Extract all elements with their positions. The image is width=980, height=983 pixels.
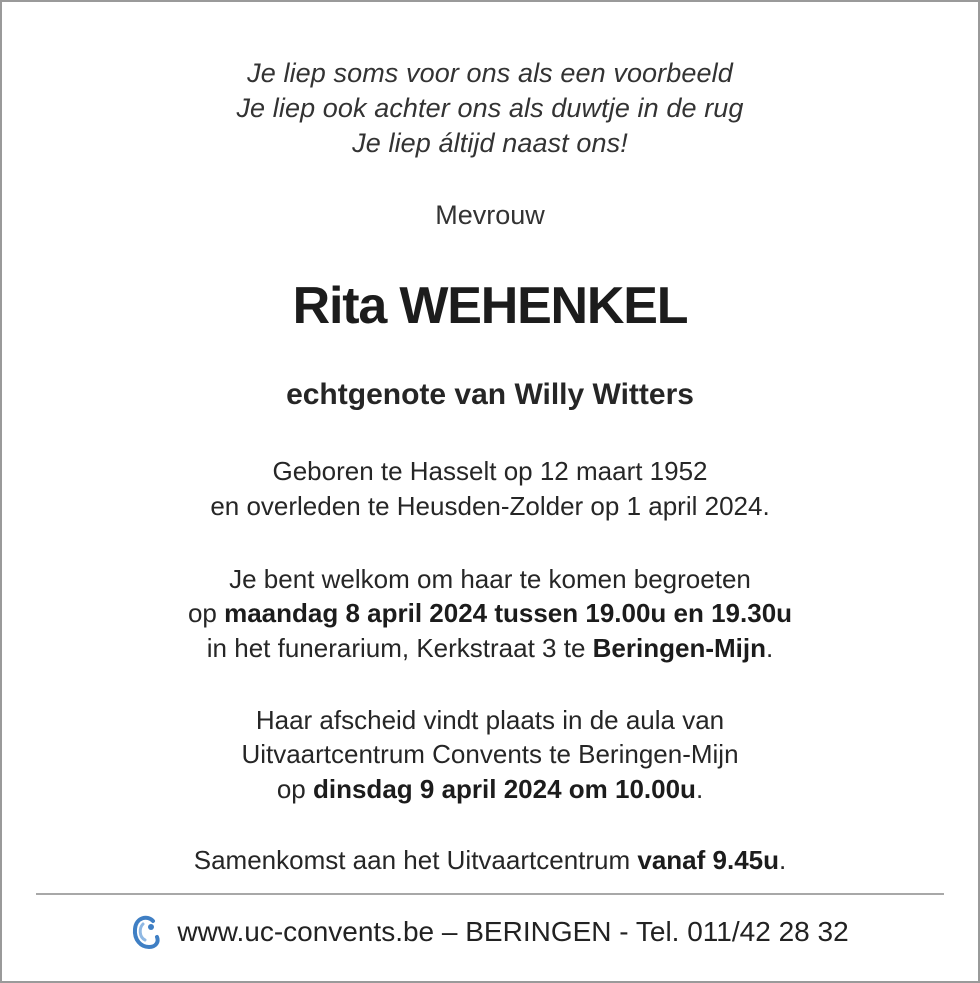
death-line: en overleden te Heusden-Zolder op 1 april 2024.	[210, 491, 770, 521]
visitation-place-prefix: in het funerarium, Kerkstraat 3 te	[206, 633, 593, 663]
visitation-line-1: Je bent welkom om haar te komen begroeten	[229, 564, 751, 594]
uc-convents-logo-icon	[131, 912, 161, 952]
footer-contact-text: www.uc-convents.be – BERINGEN - Tel. 011/42 28 32	[177, 916, 849, 947]
visitation-place-suffix: .	[765, 633, 774, 663]
poem-line-2: Je liep ook achter ons als duwtje in de rug	[236, 93, 744, 123]
farewell-line-2: Uitvaartcentrum Convents te Beringen-Mijn	[241, 739, 739, 769]
farewell-date-prefix: op	[276, 774, 313, 804]
poem-line-1: Je liep soms voor ons als een voorbeeld	[247, 58, 733, 88]
farewell-line-1: Haar afscheid vindt plaats in de aula van	[255, 705, 725, 735]
visitation-date-prefix: op	[187, 598, 225, 628]
birth-line: Geboren te Hasselt op 12 maart 1952	[272, 456, 708, 486]
visitation-date: maandag 8 april 2024 tussen 19.00u en 19.30u	[224, 598, 793, 628]
visitation-place: Beringen-Mijn	[592, 633, 766, 663]
gathering-prefix: Samenkomst aan het Uitvaartcentrum	[193, 845, 638, 875]
gathering-time: vanaf 9.45u	[637, 845, 780, 875]
farewell-date: dinsdag 9 april 2024 om 10.00u	[312, 774, 696, 804]
farewell-date-suffix: .	[695, 774, 704, 804]
footer-divider	[36, 893, 944, 895]
visitation-line-3	[2, 633, 978, 664]
gathering-suffix: .	[779, 845, 787, 875]
poem-line-3: Je liep áltijd naast ons!	[352, 128, 628, 158]
gathering-line	[2, 845, 978, 876]
footer	[2, 912, 978, 959]
visitation-line-2	[2, 598, 978, 629]
deceased-name: Rita WEHENKEL	[292, 277, 688, 335]
farewell-line-3	[2, 774, 978, 805]
honorific-title: Mevrouw	[435, 200, 545, 230]
spouse-line: echtgenote van Willy Witters	[286, 378, 694, 411]
